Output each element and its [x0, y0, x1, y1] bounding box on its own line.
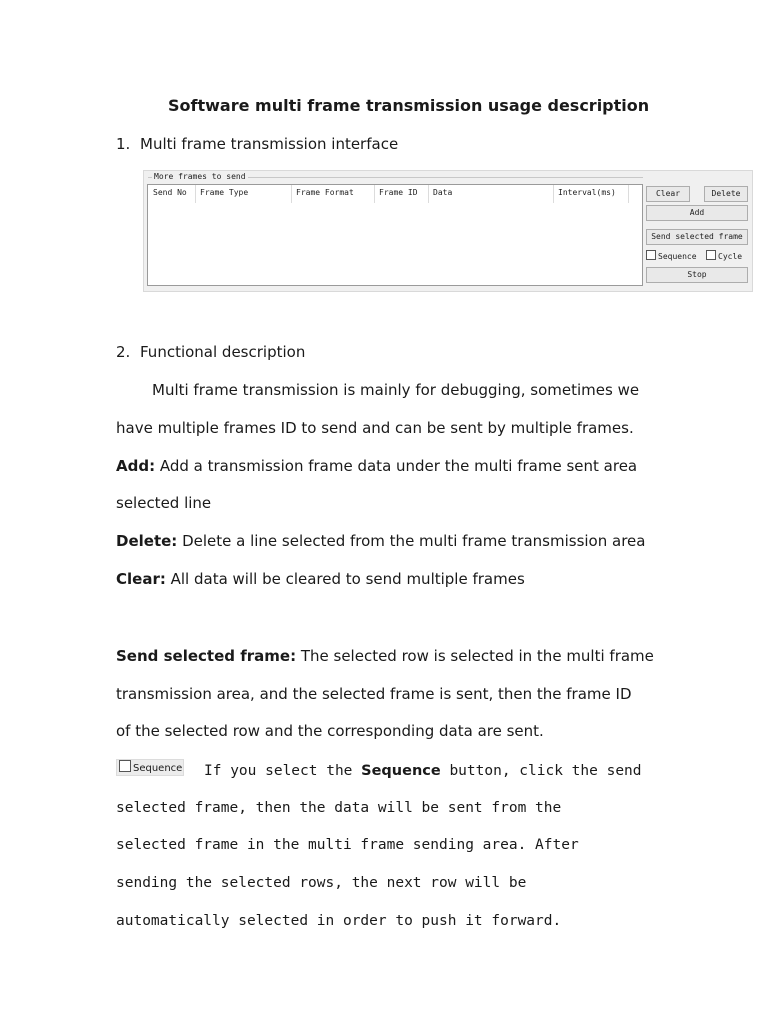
add-description — [116, 457, 637, 475]
delete-text: Delete a line selected from the multi frame transmission area — [177, 532, 646, 550]
column-send-no[interactable]: Send No — [153, 188, 187, 197]
column-divider — [428, 185, 429, 203]
stop-button[interactable]: Stop — [646, 267, 748, 283]
sequence-text-a: If you select the — [204, 763, 362, 779]
column-frame-id[interactable]: Frame ID — [379, 188, 418, 197]
add-button[interactable]: Add — [646, 205, 748, 221]
cycle-checkbox[interactable] — [706, 250, 742, 262]
send-description-cont-1: transmission area, and the selected frame is sent, then the frame ID — [116, 685, 632, 703]
intro-line-1: Multi frame transmission is mainly for debugging, sometimes we — [152, 381, 640, 399]
column-divider — [291, 185, 292, 203]
sequence-text-b: button, click the send — [440, 763, 642, 779]
sequence-line-2: selected frame, then the data will be sent from the — [116, 800, 562, 816]
page-title: Software multi frame transmission usage description — [168, 96, 650, 115]
checkbox-icon — [706, 250, 716, 260]
multi-frame-panel — [143, 170, 753, 292]
send-selected-frame-button[interactable]: Send selected frame — [646, 229, 748, 245]
cycle-label: Cycle — [718, 252, 743, 261]
sequence-line-5: automatically selected in order to push it forward. — [116, 913, 562, 929]
clear-label: Clear: — [116, 570, 166, 588]
column-frame-type[interactable]: Frame Type — [200, 188, 249, 197]
column-divider — [195, 185, 196, 203]
column-interval[interactable]: Interval(ms) — [558, 188, 616, 197]
send-text: The selected row is selected in the multi frame — [296, 647, 654, 665]
delete-label: Delete: — [116, 532, 178, 550]
delete-button[interactable]: Delete — [704, 186, 748, 202]
delete-description — [116, 532, 645, 550]
intro-line-2: have multiple frames ID to send and can be sent by multiple frames. — [116, 419, 634, 437]
sequence-line-4: sending the selected rows, the next row will be — [116, 875, 527, 891]
clear-text: All data will be cleared to send multiple frames — [165, 570, 525, 588]
column-divider — [628, 185, 629, 203]
column-data[interactable]: Data — [433, 188, 453, 197]
clear-button[interactable]: Clear — [646, 186, 690, 202]
section-1-number: 1. — [116, 135, 131, 153]
sequence-checkbox[interactable] — [646, 250, 697, 262]
group-label: More frames to send — [154, 172, 246, 181]
sequence-checkbox-sample — [116, 759, 184, 776]
column-divider — [374, 185, 375, 203]
clear-description — [116, 570, 525, 588]
sequence-sample-label: Sequence — [133, 763, 183, 774]
send-description — [116, 647, 654, 665]
sequence-line-1 — [204, 763, 642, 779]
checkbox-icon — [646, 250, 656, 260]
column-divider — [553, 185, 554, 203]
add-label: Add: — [116, 457, 156, 475]
section-2-number: 2. — [116, 343, 131, 361]
send-description-cont-2: of the selected row and the corresponding data are sent. — [116, 722, 544, 740]
section-2-title: Functional description — [140, 343, 306, 361]
sequence-bold: Sequence — [361, 763, 441, 779]
section-2-heading — [116, 343, 305, 361]
section-1-title: Multi frame transmission interface — [140, 135, 399, 153]
column-frame-format[interactable]: Frame Format — [296, 188, 354, 197]
sequence-line-3: selected frame in the multi frame sending area. After — [116, 837, 579, 853]
sequence-label: Sequence — [658, 252, 697, 261]
section-1-heading — [116, 135, 398, 153]
add-text: Add a transmission frame data under the multi frame sent area — [155, 457, 638, 475]
add-description-cont: selected line — [116, 494, 212, 512]
checkbox-icon — [119, 760, 131, 772]
send-label: Send selected frame: — [116, 647, 297, 665]
frame-list[interactable] — [147, 184, 643, 286]
